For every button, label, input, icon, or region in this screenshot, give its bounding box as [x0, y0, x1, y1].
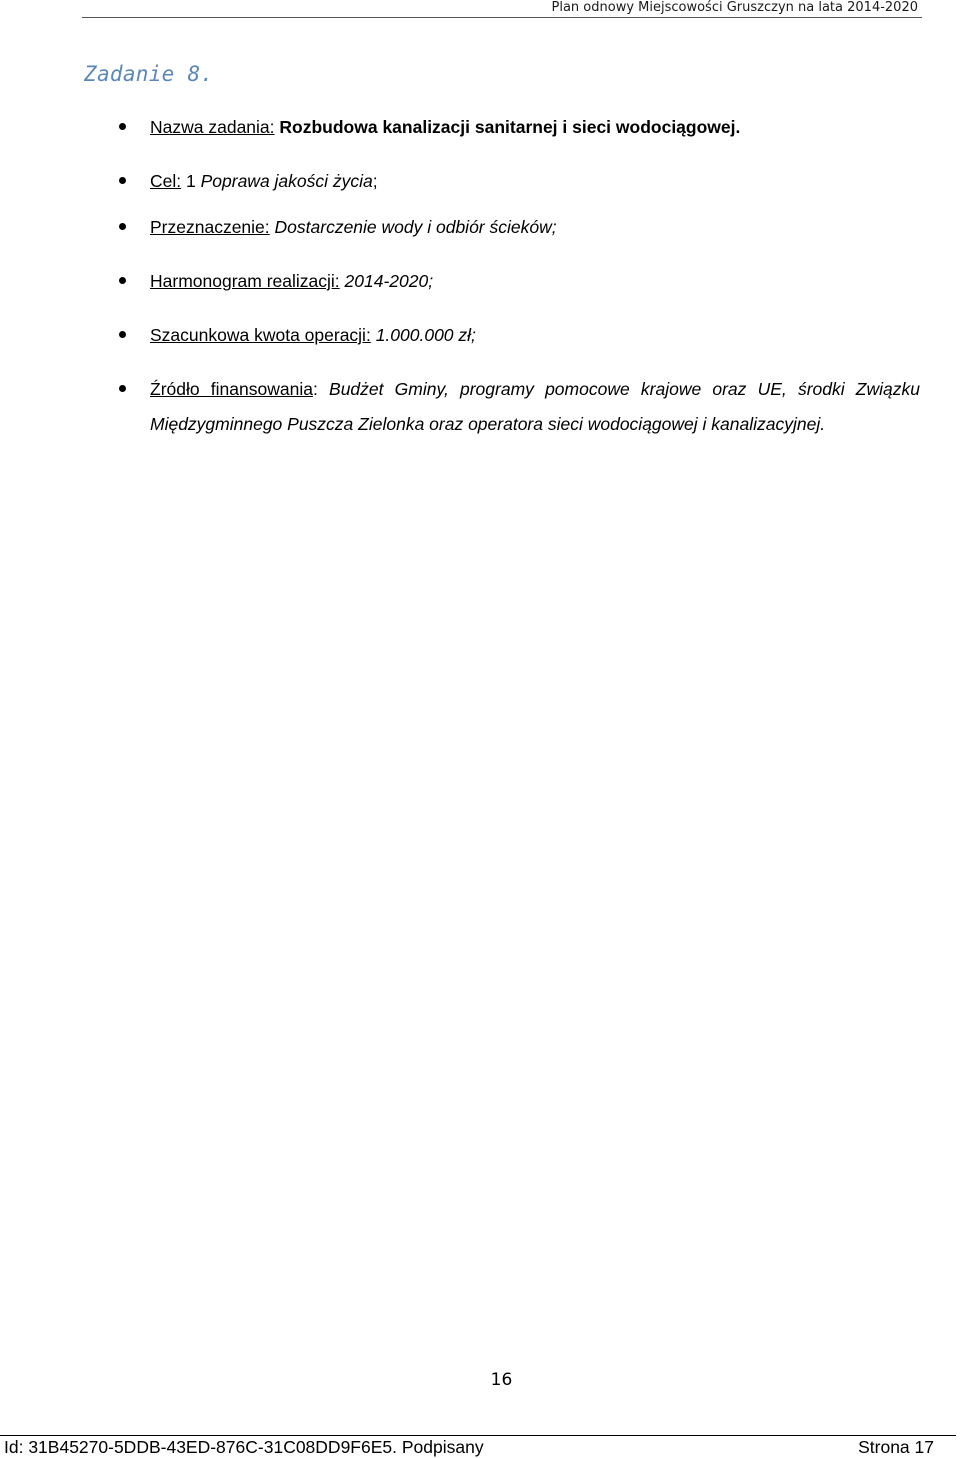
funding-value: Budżet Gminy, programy pomocowe krajowe oraz UE, środki Związku Międzygminnego Puszcza Zielonka oraz operatora sieci wodociągowej i kanalizacyjnej.: [150, 379, 920, 434]
goal-number: 1: [186, 171, 196, 191]
footer-document-id: Id: 31B45270-5DDB-43ED-876C-31C08DD9F6E5. Podpisany: [4, 1437, 484, 1457]
footer-divider: [0, 1435, 956, 1436]
amount-value: 1.000.000 zł;: [375, 325, 476, 345]
goal-end: ;: [372, 171, 378, 191]
goal-label: Cel:: [150, 171, 182, 191]
page-header-title: Plan odnowy Miejscowości Gruszczyn na lata 2014-2020: [551, 0, 918, 15]
list-item-goal: [150, 164, 920, 199]
purpose-value: Dostarczenie wody i odbiór ścieków;: [274, 217, 557, 237]
purpose-label: Przeznaczenie:: [150, 217, 270, 237]
footer-page-label: Strona 17: [858, 1437, 934, 1457]
list-item-amount: [150, 318, 920, 353]
schedule-label: Harmonogram realizacji:: [150, 271, 340, 291]
section-title: Zadanie 8.: [84, 62, 214, 86]
task-details-list: [150, 110, 920, 442]
funding-colon: :: [312, 379, 318, 399]
list-item-purpose: [150, 210, 920, 245]
goal-value: Poprawa jakości życia: [200, 171, 373, 191]
schedule-value: 2014-2020;: [344, 271, 434, 291]
amount-label: Szacunkowa kwota operacji:: [150, 325, 371, 345]
task-name-value: Rozbudowa kanalizacji sanitarnej i sieci wodociągowej.: [279, 117, 741, 137]
header-divider: [82, 17, 922, 18]
list-item-task-name: [150, 110, 920, 145]
funding-label: Źródło finansowania: [150, 379, 313, 399]
list-item-funding: [150, 372, 920, 442]
page-number: 16: [490, 1370, 513, 1390]
list-item-schedule: [150, 264, 920, 299]
task-name-label: Nazwa zadania:: [150, 117, 275, 137]
